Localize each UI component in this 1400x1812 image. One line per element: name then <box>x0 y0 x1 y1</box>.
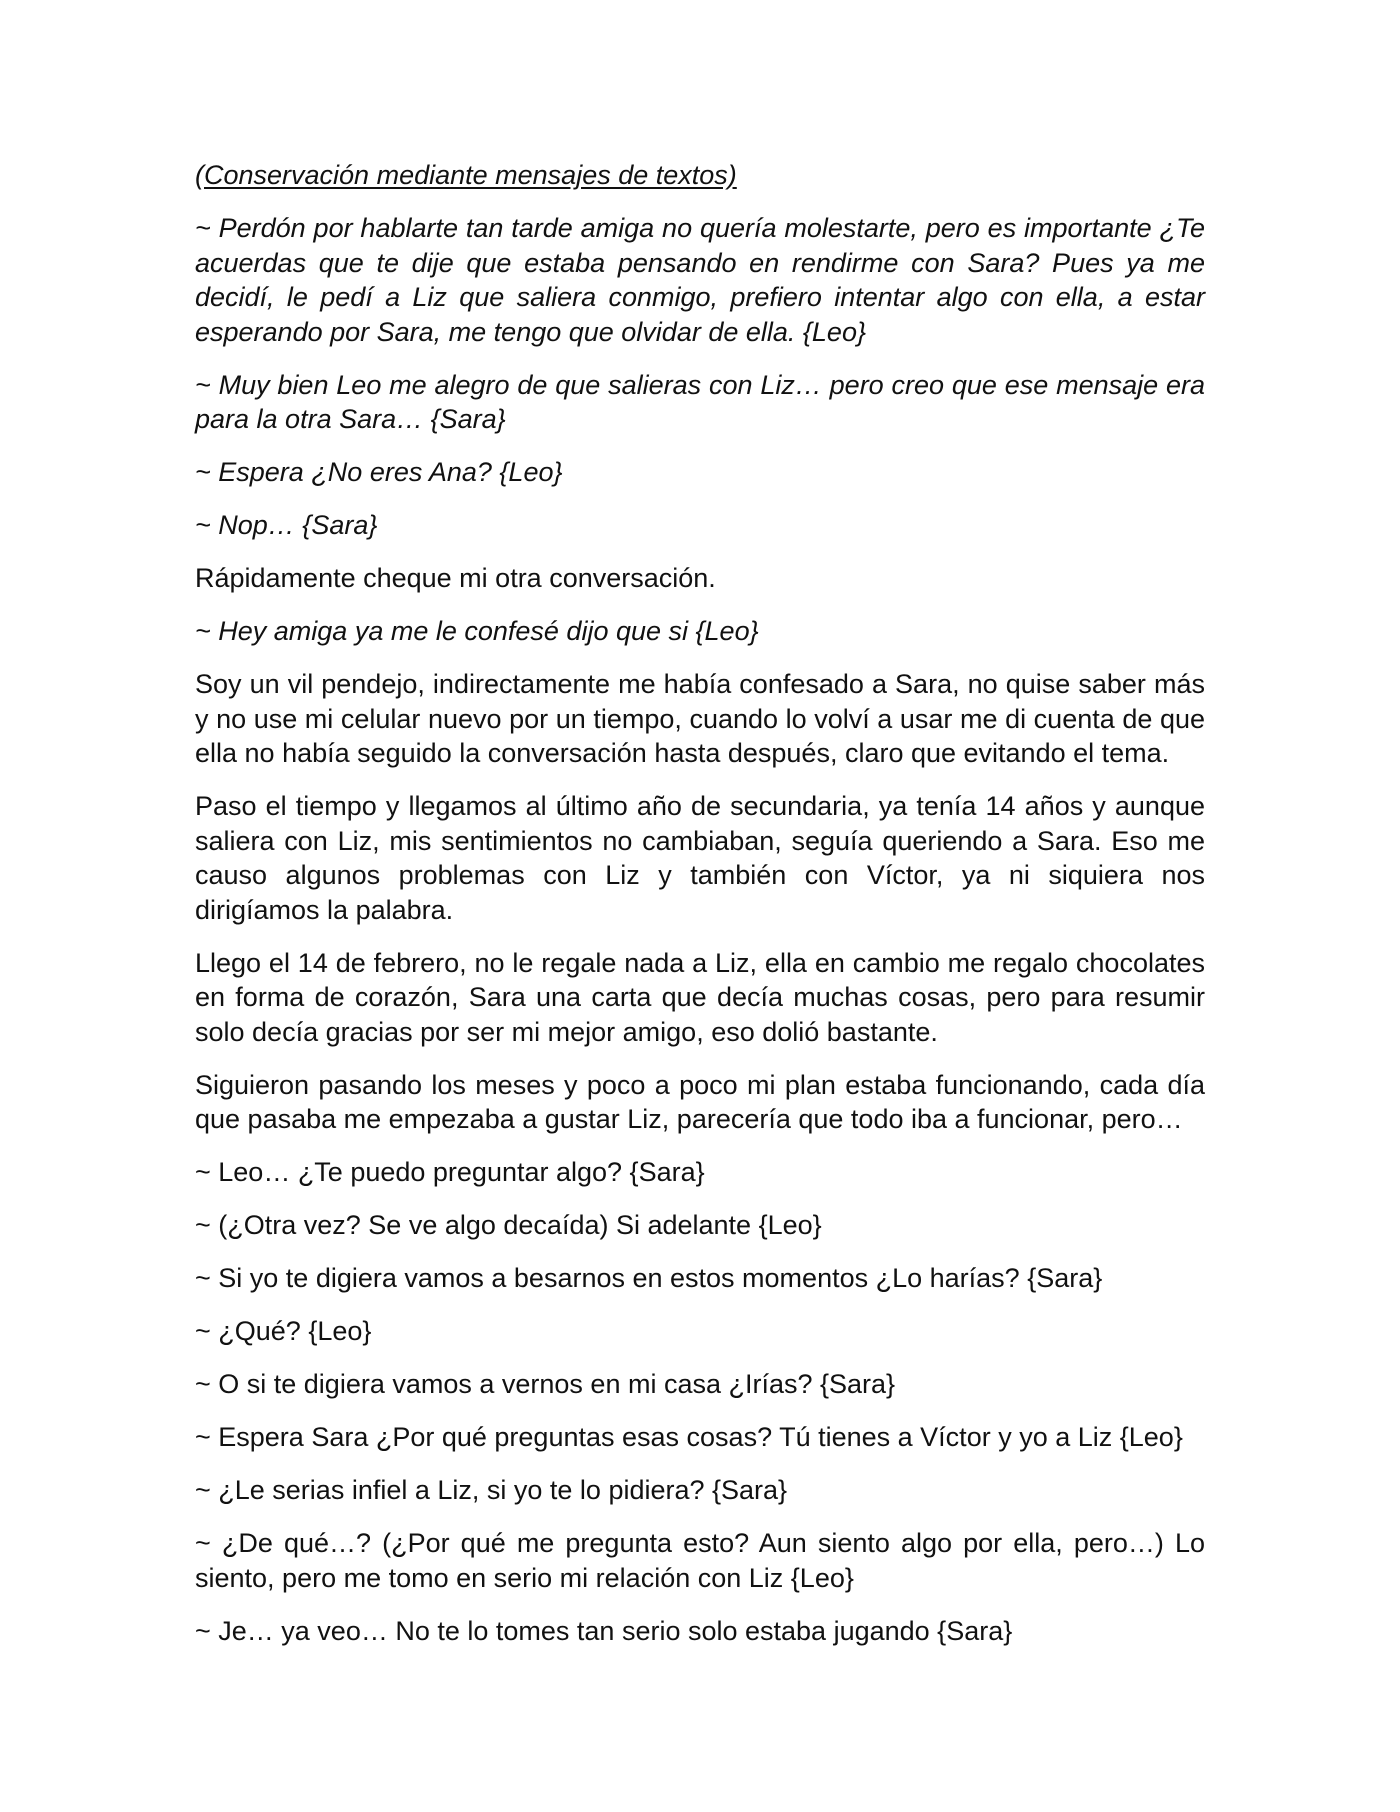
narration-4: Llego el 14 de febrero, no le regale nada a Liz, ella en cambio me regalo chocolates en forma de corazón, Sara una carta que decía muchas cosas, pero para resumir solo decía gracias por ser mi mejor amigo, eso dolió bastante. <box>195 947 1205 1047</box>
message-leo-2: ~ Espera ¿No eres Ana? {Leo} <box>195 457 563 487</box>
narration-2: Soy un vil pendejo, indirectamente me había confesado a Sara, no quise saber más y no use mi celular nuevo por un tiempo, cuando lo volví a usar me di cuenta de que ella no había seguido la conversación hasta después, claro que evitando el tema. <box>195 669 1205 768</box>
message-sara-2: ~ Nop… {Sara} <box>195 510 378 540</box>
dialogue-line-5: ~ O si te digiera vamos a vernos en mi casa ¿Irías? {Sara} <box>195 1369 896 1399</box>
dialogue-line-9: ~ Je… ya veo… No te lo tomes tan serio solo estaba jugando {Sara} <box>195 1615 1013 1646</box>
message-sara-1: ~ Muy bien Leo me alegro de que salieras con Liz… pero creo que ese mensaje era para la otra Sara… {Sara} <box>195 369 1205 434</box>
message-leo-1: ~ Perdón por hablarte tan tarde amiga no quería molestarte, pero es importante ¿Te acuerdas que te dije que estaba pensando en rendirme con Sara? Pues ya me decidí, le pedí a Liz que saliera conmigo, prefiero intentar algo con ella, a estar esperando por Sara, me tengo que olvidar de ella. {Leo} <box>195 213 1205 347</box>
dialogue-line-2: ~ (¿Otra vez? Se ve algo decaída) Si adelante {Leo} <box>195 1210 822 1240</box>
narration-3: Paso el tiempo y llegamos al último año de secundaria, ya tenía 14 años y aunque saliera con Liz, mis sentimientos no cambiaban, seguía queriendo a Sara. Eso me causo algunos problemas con Liz y también con Víctor, ya ni siquiera nos dirigíamos la palabra. <box>195 791 1205 925</box>
message-leo-3: ~ Hey amiga ya me le confesé dijo que si {Leo} <box>195 616 759 646</box>
section-heading: (Conservación mediante mensajes de textos) <box>195 160 737 190</box>
narration-5: Siguieron pasando los meses y poco a poco mi plan estaba funcionando, cada día que pasaba me empezaba a gustar Liz, parecería que todo iba a funcionar, pero… <box>195 1069 1205 1134</box>
document-page <box>195 158 1205 1667</box>
dialogue-line-8: ~ ¿De qué…? (¿Por qué me pregunta esto? Aun siento algo por ella, pero…) Lo siento, pero me tomo en serio mi relación con Liz {Leo} <box>195 1528 1205 1593</box>
dialogue-line-1: ~ Leo… ¿Te puedo preguntar algo? {Sara} <box>195 1157 705 1187</box>
dialogue-line-6: ~ Espera Sara ¿Por qué preguntas esas cosas? Tú tienes a Víctor y yo a Liz {Leo} <box>195 1422 1183 1452</box>
dialogue-line-7: ~ ¿Le serias infiel a Liz, si yo te lo pidiera? {Sara} <box>195 1475 788 1505</box>
dialogue-line-4: ~ ¿Qué? {Leo} <box>195 1316 372 1346</box>
dialogue-line-3: ~ Si yo te digiera vamos a besarnos en estos momentos ¿Lo harías? {Sara} <box>195 1263 1103 1293</box>
narration-1: Rápidamente cheque mi otra conversación. <box>195 563 716 593</box>
